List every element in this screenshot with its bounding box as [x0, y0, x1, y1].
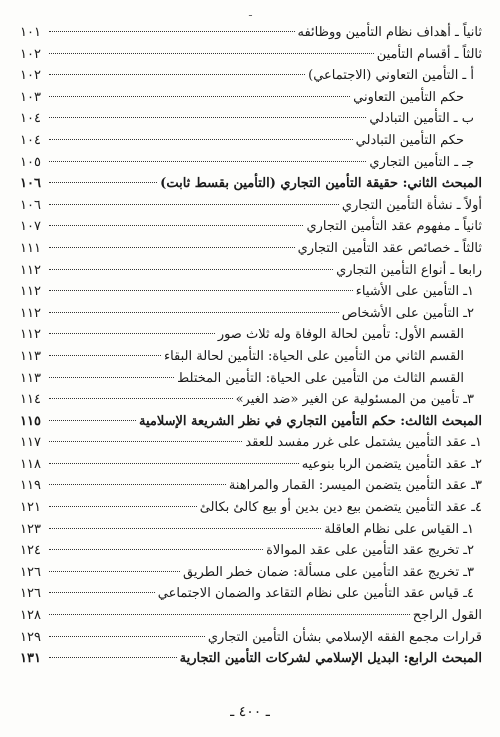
toc-entry-title: ثانياً ـ مفهوم عقد التأمين التجاري	[306, 219, 482, 235]
toc-entry-title: ٢ـ تخريج عقد التأمين على عقد الموالاة	[266, 543, 474, 559]
toc-entry	[20, 368, 482, 390]
toc-entry-title: رابعا ـ أنواع التأمين التجاري	[336, 262, 482, 278]
leader-dots	[49, 463, 299, 464]
toc-entry-title: ب ـ التأمين التبادلي	[369, 111, 474, 127]
toc-entry-title: حكم التأمين التعاوني	[353, 89, 464, 105]
toc-entry-title: ١ـ التأمين على الأشياء	[355, 284, 474, 300]
toc-entry	[20, 583, 482, 605]
toc-entry	[20, 540, 482, 562]
leader-dots	[49, 549, 263, 550]
toc-entry-title: جـ ـ التأمين التجاري	[369, 154, 474, 170]
toc-entry	[20, 22, 482, 44]
toc-entry-page: ١٠٧	[20, 219, 41, 235]
toc-entry	[20, 605, 482, 627]
toc-entry-page: ١١٥	[20, 413, 41, 429]
toc-entry-page: ١٠٢	[20, 68, 41, 84]
toc-entry	[20, 475, 482, 497]
toc-entry-page: ١٠٦	[20, 176, 41, 192]
toc-entry-title: ١ـ عقد التأمين يشتمل على غرر مفسد للعقد	[245, 435, 482, 451]
toc-entry-title: القسم الثاني من التأمين على الحياة: التأمين لحالة البقاء	[163, 348, 464, 364]
toc-entry	[20, 44, 482, 66]
toc-entry	[20, 519, 482, 541]
toc-entry-title: ٣ـ تأمين من المسئولية عن الغير «ضد الغير»	[235, 392, 474, 408]
leader-dots	[49, 74, 305, 75]
toc-entry-page: ١١٩	[20, 478, 41, 494]
toc-entry	[20, 238, 482, 260]
leader-dots	[49, 441, 242, 442]
toc-entry-title: ٢ـ عقد التأمين يتضمن الربا بنوعيه	[301, 456, 482, 472]
toc-entry-page: ١١٤	[20, 392, 41, 408]
toc-entry-title: حكم التأمين التبادلي	[355, 132, 464, 148]
toc-entry	[20, 562, 482, 584]
leader-dots	[49, 333, 215, 334]
toc-entry	[20, 411, 482, 433]
toc-entry-page: ١٢٣	[20, 521, 41, 537]
toc-entry-page: ١٠٤	[20, 111, 41, 127]
toc-entry	[20, 389, 482, 411]
toc-entry-page: ١١٣	[20, 348, 41, 364]
table-of-contents	[20, 22, 482, 670]
leader-dots	[49, 117, 366, 118]
toc-entry	[20, 497, 482, 519]
toc-entry	[20, 152, 482, 174]
toc-entry-page: ١٠٣	[20, 89, 41, 105]
toc-entry-title: القول الراجح	[412, 608, 482, 624]
leader-dots	[49, 225, 303, 226]
toc-entry-title: أولاً ـ نشأة التأمين التجاري	[341, 197, 482, 213]
toc-entry-page: ١٠٥	[20, 154, 41, 170]
leader-dots	[49, 247, 295, 248]
leader-dots	[49, 657, 177, 658]
page-number-footer: ـ ٤٠٠ ـ	[230, 704, 270, 720]
leader-dots	[49, 592, 155, 593]
toc-entry-title: ٣ـ تخريج عقد التأمين على مسألة: ضمان خطر الطريق	[183, 564, 474, 580]
toc-entry	[20, 324, 482, 346]
toc-entry	[20, 303, 482, 325]
toc-entry-title: القسم الأول: تأمين لحالة الوفاة وله ثلاث صور	[217, 327, 464, 343]
toc-entry-page: ١٠١	[20, 25, 41, 40]
toc-entry-page: ١٠٤	[20, 132, 41, 148]
toc-entry-page: ١٣١	[20, 651, 41, 667]
toc-entry-page: ١٢٨	[20, 608, 41, 624]
toc-entry	[20, 65, 482, 87]
leader-dots	[49, 506, 197, 507]
toc-entry	[20, 130, 482, 152]
toc-entry	[20, 216, 482, 238]
toc-entry-page: ١٢١	[20, 500, 41, 516]
leader-dots	[49, 290, 353, 291]
toc-entry-title: المبحث الثاني: حقيقة التأمين التجاري (التأمين بقسط ثابت)	[160, 176, 482, 192]
toc-entry-title: المبحث الثالث: حكم التأمين التجاري في نظر الشريعة الإسلامية	[138, 413, 482, 429]
toc-entry	[20, 281, 482, 303]
toc-entry-page: ١٢٩	[20, 629, 41, 645]
toc-entry-title: ثالثاً ـ أقسام التأمين	[376, 46, 482, 62]
toc-entry-title: ٣ـ عقد التأمين يتضمن الميسر: القمار والمراهنة	[228, 478, 482, 494]
toc-entry-page: ١١٢	[20, 305, 41, 321]
leader-dots	[49, 96, 350, 97]
leader-dots	[49, 53, 374, 54]
leader-dots	[49, 269, 333, 270]
toc-entry	[20, 346, 482, 368]
toc-entry-page: ١٢٤	[20, 543, 41, 559]
toc-entry-page: ١٠٦	[20, 197, 41, 213]
leader-dots	[49, 161, 366, 162]
leader-dots	[49, 484, 226, 485]
toc-entry-page: ١١٢	[20, 284, 41, 300]
toc-entry-page: ١٢٦	[20, 586, 41, 602]
leader-dots	[49, 182, 157, 183]
toc-entry-title: ٤ـ قياس عقد التأمين على نظام التقاعد والضمان الاجتماعي	[157, 586, 474, 602]
toc-entry-page: ١١٨	[20, 456, 41, 472]
toc-entry	[20, 432, 482, 454]
toc-entry-title: المبحث الرابع: البديل الإسلامي لشركات التأمين التجارية	[179, 651, 482, 667]
toc-entry	[20, 173, 482, 195]
toc-entry-page: ١١١	[20, 240, 41, 256]
toc-entry-page: ١٢٦	[20, 564, 41, 580]
toc-entry-page: ١١٢	[20, 262, 41, 278]
toc-entry	[20, 648, 482, 670]
leader-dots	[49, 614, 410, 615]
leader-dots	[49, 636, 205, 637]
leader-dots	[49, 528, 321, 529]
toc-entry-title: ٤ـ عقد التأمين يتضمن بيع دين بدين أو بيع كالئ بكالئ	[199, 500, 482, 516]
leader-dots	[49, 204, 339, 205]
toc-entry	[20, 195, 482, 217]
leader-dots	[49, 139, 353, 140]
toc-entry-title: القسم الثالث من التأمين على الحياة: التأمين المختلط	[177, 370, 464, 386]
leader-dots	[49, 31, 295, 32]
leader-dots	[49, 377, 174, 378]
leader-dots	[49, 355, 161, 356]
toc-entry-title: ٢ـ التأمين على الأشخاص	[341, 305, 474, 321]
top-mark: ـ	[249, 8, 252, 19]
toc-entry-page: ١٠٢	[20, 46, 41, 62]
toc-entry	[20, 627, 482, 649]
leader-dots	[49, 571, 180, 572]
toc-entry-page: ١١٧	[20, 435, 41, 451]
toc-entry-page: ١١٢	[20, 327, 41, 343]
leader-dots	[49, 398, 233, 399]
toc-entry-title: قرارات مجمع الفقه الإسلامي بشأن التأمين التجاري	[207, 629, 482, 645]
toc-entry	[20, 87, 482, 109]
leader-dots	[49, 420, 136, 421]
leader-dots	[49, 312, 339, 313]
toc-entry-title: أ ـ التأمين التعاوني (الاجتماعي)	[308, 68, 474, 84]
toc-entry	[20, 260, 482, 282]
toc-entry-page: ١١٣	[20, 370, 41, 386]
toc-entry	[20, 108, 482, 130]
toc-entry-title: ١ـ القياس على نظام العاقلة	[324, 521, 474, 537]
toc-entry	[20, 454, 482, 476]
toc-entry-title: ثالثاً ـ خصائص عقد التأمين التجاري	[297, 240, 482, 256]
toc-entry-title: ثانياً ـ أهداف نظام التأمين ووظائفه	[297, 25, 482, 40]
